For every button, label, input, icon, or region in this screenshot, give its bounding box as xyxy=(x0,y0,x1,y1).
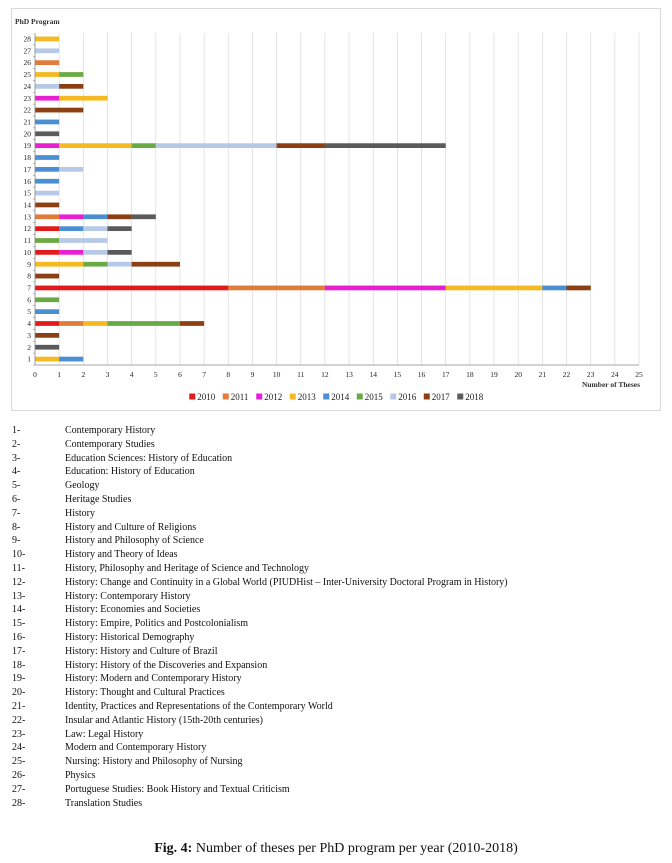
program-number: 18- xyxy=(12,659,26,671)
program-number: 1- xyxy=(12,425,21,436)
bar-segment xyxy=(59,143,131,148)
legend-swatch xyxy=(457,394,463,400)
bar-segment xyxy=(35,286,228,291)
bar-segment xyxy=(35,48,59,53)
caption-label: Fig. 4: xyxy=(154,841,193,856)
bar-segment xyxy=(83,250,107,255)
program-list-item xyxy=(12,438,662,452)
legend-swatch xyxy=(357,394,363,400)
figure-caption xyxy=(0,841,672,857)
legend-swatch xyxy=(424,394,430,400)
bar-segment xyxy=(35,297,59,302)
bar-segment xyxy=(35,131,59,136)
y-tick-label: 7 xyxy=(27,283,31,293)
program-name: History: Contemporary History xyxy=(65,590,191,602)
bar-segment xyxy=(35,191,59,196)
x-tick-label: 18 xyxy=(466,370,474,379)
x-tick-label: 3 xyxy=(105,370,110,379)
program-name: Contemporary History xyxy=(65,425,156,436)
program-number: 27- xyxy=(12,783,26,795)
program-name: Identity, Practices and Representations of the Contemporary World xyxy=(65,700,333,712)
legend-swatch xyxy=(223,394,229,400)
program-list-item xyxy=(12,576,662,590)
bar-segment xyxy=(59,238,107,243)
program-list-item xyxy=(12,562,662,576)
bar-segment xyxy=(107,321,179,326)
program-number: 25- xyxy=(12,756,26,768)
bar-segment xyxy=(35,155,59,160)
x-tick-label: 13 xyxy=(345,370,353,379)
program-number: 14- xyxy=(12,604,26,616)
program-list-item xyxy=(12,645,662,659)
x-tick-label: 6 xyxy=(178,370,182,379)
program-list-item xyxy=(12,479,662,493)
bar-segment xyxy=(325,143,446,148)
program-list-item xyxy=(12,603,662,617)
axes xyxy=(24,33,644,379)
bar-segment xyxy=(35,96,59,101)
program-name: History: Change and Continuity in a Global World (PIUDHist – Inter-University Doctoral Program in History) xyxy=(65,576,508,588)
bar-segment xyxy=(35,84,59,89)
legend xyxy=(189,392,484,402)
bar-segment xyxy=(35,203,59,208)
bar-segment xyxy=(35,357,59,362)
x-tick-label: 12 xyxy=(321,370,329,379)
program-list-item xyxy=(12,452,662,466)
program-number: 15- xyxy=(12,618,26,630)
bar-segment xyxy=(277,143,325,148)
x-tick-label: 14 xyxy=(369,370,377,379)
legend-label: 2015 xyxy=(364,392,383,402)
program-name: History: History and Culture of Brazil xyxy=(65,645,218,657)
bar-segment xyxy=(325,286,446,291)
program-number: 4- xyxy=(12,466,21,478)
program-number: 24- xyxy=(12,742,26,754)
program-name: Physics xyxy=(65,769,96,781)
x-tick-label: 1 xyxy=(57,370,62,379)
program-number: 10- xyxy=(12,549,26,561)
y-tick-label: 3 xyxy=(27,330,31,340)
y-tick-label: 15 xyxy=(23,188,31,198)
bar-segment xyxy=(83,321,107,326)
program-name: History: Historical Demography xyxy=(65,631,195,643)
y-tick-label: 19 xyxy=(23,141,31,151)
program-name: History and Culture of Religions xyxy=(65,521,197,533)
y-tick-label: 23 xyxy=(23,93,31,103)
bar-segment xyxy=(542,286,566,291)
y-tick-label: 2 xyxy=(27,342,31,352)
program-name: Nursing: History and Philosophy of Nursing xyxy=(65,756,243,768)
bar-segment xyxy=(446,286,543,291)
y-tick-label: 8 xyxy=(27,271,31,281)
caption-text: Number of theses per PhD program per year (2010-2018) xyxy=(192,841,518,856)
bar-segment xyxy=(35,37,59,42)
bar-segment xyxy=(35,345,59,350)
y-tick-label: 28 xyxy=(23,34,31,44)
bar-segment xyxy=(35,214,59,219)
legend-label: 2010 xyxy=(197,392,216,402)
program-number: 2- xyxy=(12,438,21,450)
program-name: History: Economies and Societies xyxy=(65,604,201,616)
bar-segment xyxy=(83,262,107,267)
bar-segment xyxy=(35,72,59,77)
legend-label: 2016 xyxy=(398,392,417,402)
program-name: History, Philosophy and Heritage of Science and Technology xyxy=(65,562,309,574)
y-tick-label: 20 xyxy=(23,129,31,139)
bar-segment xyxy=(107,226,131,231)
y-tick-label: 22 xyxy=(23,105,31,115)
bar-segment xyxy=(107,262,131,267)
program-list-item xyxy=(12,659,662,673)
program-list-item xyxy=(12,797,662,811)
program-number: 5- xyxy=(12,480,21,492)
program-list-item xyxy=(12,507,662,521)
program-name: Heritage Studies xyxy=(65,493,132,505)
program-list-item xyxy=(12,672,662,686)
y-tick-label: 9 xyxy=(27,259,31,269)
bar-segment xyxy=(107,250,131,255)
program-list-item xyxy=(12,728,662,742)
program-list-item xyxy=(12,783,662,797)
program-name: Insular and Atlantic History (15th-20th centuries) xyxy=(65,714,264,726)
legend-swatch xyxy=(256,394,262,400)
x-tick-label: 10 xyxy=(272,370,281,379)
program-number: 17- xyxy=(12,645,26,657)
y-tick-label: 13 xyxy=(23,212,31,222)
bar-segment xyxy=(35,250,59,255)
x-tick-label: 15 xyxy=(393,370,402,379)
bar-segment xyxy=(59,226,83,231)
x-tick-label: 25 xyxy=(635,370,643,379)
bar-segment xyxy=(35,108,83,113)
legend-label: 2011 xyxy=(230,392,249,402)
bar-segment xyxy=(59,357,83,362)
bar-segment xyxy=(132,214,156,219)
legend-label: 2017 xyxy=(431,392,450,402)
bar-segment xyxy=(567,286,591,291)
program-number: 21- xyxy=(12,700,26,712)
bars xyxy=(35,37,591,362)
y-tick-label: 24 xyxy=(23,81,31,91)
y-tick-label: 1 xyxy=(27,354,31,364)
program-number: 23- xyxy=(12,728,26,740)
program-number: 20- xyxy=(12,687,26,699)
bar-segment xyxy=(156,143,277,148)
program-list-item xyxy=(12,631,662,645)
y-tick-label: 25 xyxy=(23,70,31,80)
legend-label: 2012 xyxy=(264,392,283,402)
program-number: 13- xyxy=(12,590,26,602)
program-name: Education: History of Education xyxy=(65,466,195,478)
y-tick-label: 12 xyxy=(23,224,31,234)
x-tick-label: 8 xyxy=(226,370,231,379)
program-name: History: Thought and Cultural Practices xyxy=(65,687,225,699)
bar-segment xyxy=(59,167,83,172)
bar-segment xyxy=(107,214,131,219)
bar-segment xyxy=(35,120,59,125)
program-name: Geology xyxy=(65,480,100,492)
legend-label: 2018 xyxy=(465,392,484,402)
x-tick-label: 17 xyxy=(441,370,450,379)
program-name: History: Empire, Politics and Postcolonialism xyxy=(65,618,249,630)
program-name: Law: Legal History xyxy=(65,728,144,740)
legend-swatch xyxy=(390,394,396,400)
bar-segment xyxy=(228,286,325,291)
program-number: 26- xyxy=(12,769,26,781)
bar-segment xyxy=(132,262,180,267)
x-tick-label: 9 xyxy=(250,370,255,379)
bar-segment xyxy=(59,214,83,219)
legend-swatch xyxy=(290,394,296,400)
program-number: 22- xyxy=(12,714,26,726)
program-name: History: Modern and Contemporary History xyxy=(65,673,242,685)
program-name: History and Theory of Ideas xyxy=(65,549,178,561)
program-number: 28- xyxy=(12,797,26,809)
program-number: 8- xyxy=(12,521,21,533)
bar-segment xyxy=(180,321,204,326)
x-tick-label: 11 xyxy=(297,370,305,379)
gridlines xyxy=(59,33,639,365)
program-number: 11- xyxy=(12,562,25,574)
program-list-item xyxy=(12,755,662,769)
program-list-item xyxy=(12,534,662,548)
y-tick-label: 14 xyxy=(23,200,31,210)
program-name: Modern and Contemporary History xyxy=(65,742,207,754)
bar-segment xyxy=(35,309,59,314)
x-axis-title: Number of Theses xyxy=(581,380,640,389)
y-tick-label: 5 xyxy=(27,307,31,317)
program-list-item xyxy=(12,769,662,783)
x-tick-label: 23 xyxy=(586,370,595,379)
program-list-item xyxy=(12,700,662,714)
program-list-item xyxy=(12,465,662,479)
bar-segment xyxy=(59,321,83,326)
legend-swatch xyxy=(323,394,329,400)
program-list-item xyxy=(12,548,662,562)
legend-label: 2013 xyxy=(297,392,316,402)
bar-segment xyxy=(83,214,107,219)
bar-segment xyxy=(59,96,107,101)
x-tick-label: 4 xyxy=(129,370,134,379)
program-name: History: History of the Discoveries and Expansion xyxy=(65,659,268,671)
program-list-item xyxy=(12,424,662,438)
program-list xyxy=(12,424,662,810)
x-tick-label: 16 xyxy=(417,370,426,379)
y-tick-label: 18 xyxy=(23,153,31,163)
program-number: 6- xyxy=(12,493,21,505)
y-tick-label: 11 xyxy=(23,236,31,246)
y-tick-label: 16 xyxy=(23,176,31,186)
program-number: 3- xyxy=(12,452,21,464)
bar-segment xyxy=(35,262,83,267)
y-tick-label: 4 xyxy=(27,319,31,329)
program-list-item xyxy=(12,617,662,631)
program-number: 12- xyxy=(12,576,26,588)
program-list-item xyxy=(12,590,662,604)
x-tick-label: 22 xyxy=(562,370,571,379)
bar-segment xyxy=(59,250,83,255)
program-list-item xyxy=(12,521,662,535)
y-axis-title: PhD Program xyxy=(15,17,60,26)
bar-segment xyxy=(35,321,59,326)
bar-segment xyxy=(59,84,83,89)
x-tick-label: 21 xyxy=(538,370,547,379)
x-tick-label: 19 xyxy=(490,370,498,379)
legend-label: 2014 xyxy=(331,392,350,402)
program-name: Contemporary Studies xyxy=(65,438,155,450)
program-name: Portuguese Studies: Book History and Textual Criticism xyxy=(65,783,290,795)
x-tick-label: 24 xyxy=(611,370,619,379)
program-list-item xyxy=(12,686,662,700)
x-tick-label: 0 xyxy=(33,370,37,379)
x-tick-label: 20 xyxy=(514,370,522,379)
bar-segment xyxy=(35,143,59,148)
legend-swatch xyxy=(189,394,195,400)
x-tick-label: 7 xyxy=(202,370,206,379)
program-name: Education Sciences: History of Education xyxy=(65,452,233,464)
program-list-item xyxy=(12,493,662,507)
bar-segment xyxy=(59,72,83,77)
program-list-item xyxy=(12,741,662,755)
y-tick-label: 27 xyxy=(23,46,31,56)
bar-segment xyxy=(132,143,156,148)
bar-segment xyxy=(35,167,59,172)
program-list-item xyxy=(12,714,662,728)
x-tick-label: 2 xyxy=(81,370,86,379)
program-number: 16- xyxy=(12,631,26,643)
bar-segment xyxy=(35,179,59,184)
program-number: 19- xyxy=(12,673,26,685)
y-tick-label: 6 xyxy=(27,295,31,305)
program-number: 7- xyxy=(12,507,21,519)
program-name: History and Philosophy of Science xyxy=(65,535,204,547)
bar-segment xyxy=(83,226,107,231)
y-tick-label: 10 xyxy=(23,247,31,257)
bar-segment xyxy=(35,274,59,279)
chart-container xyxy=(11,8,661,411)
program-number: 9- xyxy=(12,535,21,547)
y-tick-label: 21 xyxy=(23,117,31,127)
y-tick-label: 17 xyxy=(23,164,31,174)
program-name: History xyxy=(65,507,95,519)
y-tick-label: 26 xyxy=(23,58,31,68)
bar-segment xyxy=(35,226,59,231)
bar-segment xyxy=(35,238,59,243)
program-name: Translation Studies xyxy=(65,797,143,809)
bar-segment xyxy=(35,333,59,338)
x-tick-label: 5 xyxy=(153,370,158,379)
stacked-bar-chart xyxy=(12,9,660,410)
bar-segment xyxy=(35,60,59,65)
